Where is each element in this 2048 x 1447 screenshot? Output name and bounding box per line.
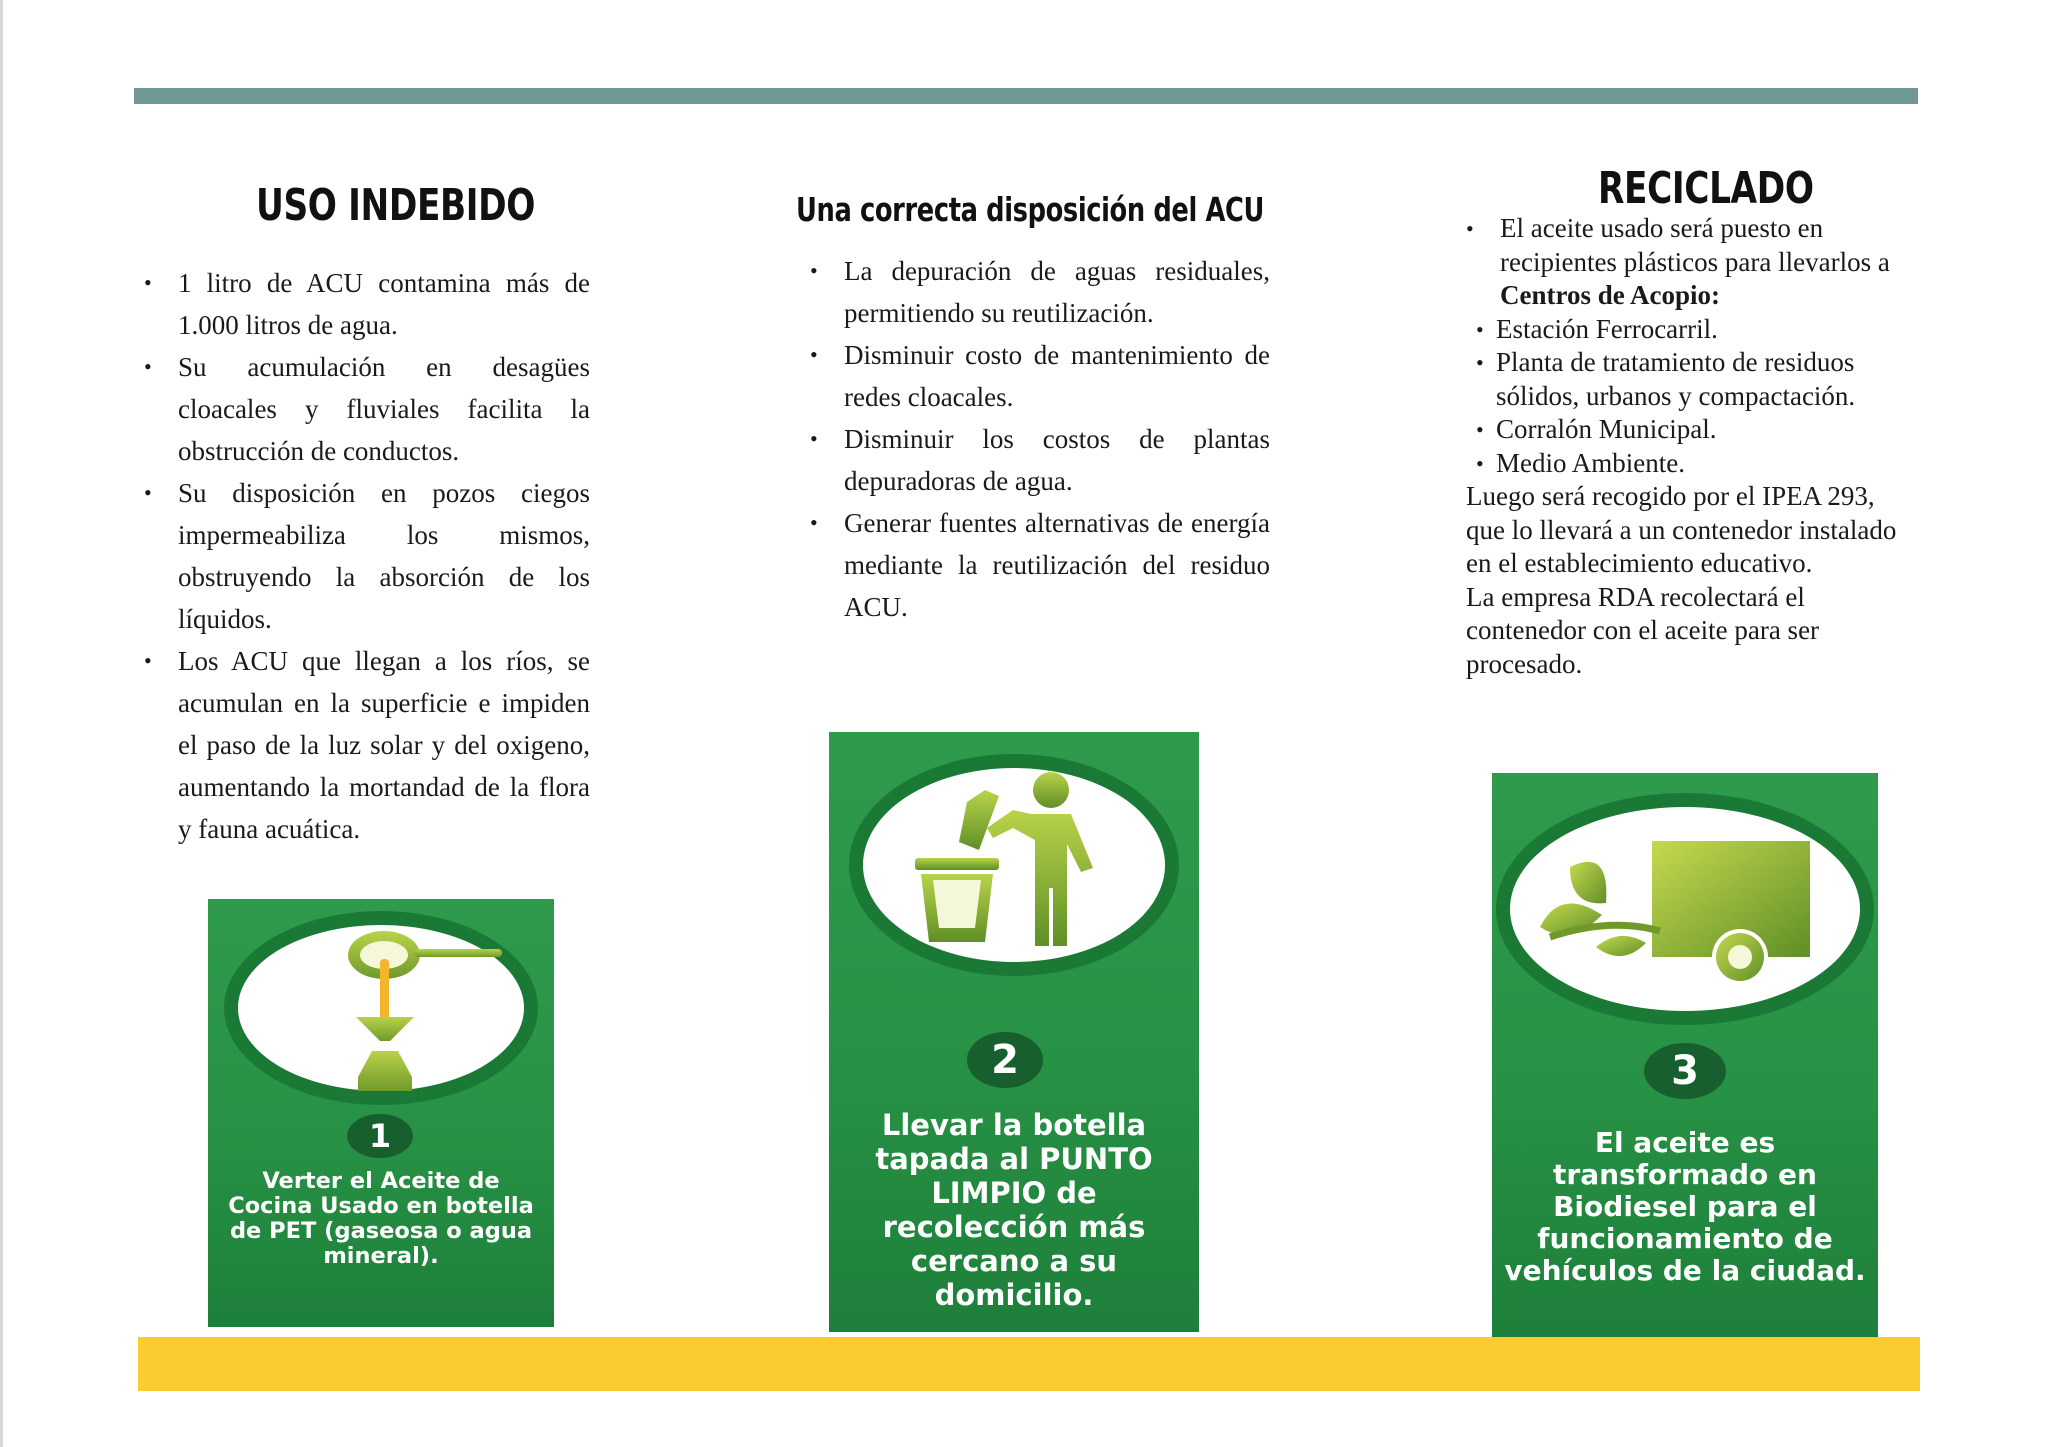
list-item: • Su disposición en pozos ciegos impermeabiliza los mismos, obstruyendo la absorción de los líquidos. [140,472,590,640]
step-description-3: El aceite es transformado en Biodiesel para el funcionamiento de vehículos de la ciudad. [1504,1126,1866,1287]
reciclado-paragraph-rda: La empresa RDA recolectará el contenedor con el aceite para ser procesado. [1466,581,1820,679]
leaf-truck-icon [1510,807,1860,1011]
list-item: • La depuración de aguas residuales, permitiendo su reutilización. [806,250,1270,334]
heading-uso-indebido: USO INDEBIDO [256,180,536,231]
step-number-badge-1: 1 [347,1114,413,1158]
list-item: • Corralón Municipal. [1462,413,1907,447]
list-item: • Disminuir los costos de plantas depuradoras de agua. [806,418,1270,502]
page-edge [0,0,3,1447]
step-1-icon-circle [224,911,538,1105]
list-item [1462,212,1907,313]
person-recycling-bottle-bin-icon [863,768,1165,962]
list-item: • Su acumulación en desagües cloacales y fluviales facilita la obstrucción de conductos. [140,346,590,472]
step-description-2: Llevar la botella tapada al PUNTO LIMPIO de recolección más cercano a su domicilio. [875,1108,1153,1312]
heading-reciclado: RECICLADO [1598,163,1814,214]
top-accent-bar [134,88,1918,104]
heading-correcta-disposicion: Una correcta disposición del ACU [796,190,1265,229]
step-card-1 [208,899,554,1327]
list-item: • Planta de tratamiento de residuos sólidos, urbanos y compactación. [1462,346,1907,413]
step-number-badge-3: 3 [1644,1043,1726,1099]
column-reciclado [1462,212,1907,681]
list-item: • Los ACU que llegan a los ríos, se acumulan en la superficie e impiden el paso de la luz solar y del oxigeno, aumentando la mortandad de la flora y fauna acuática. [140,640,590,850]
step-3-icon-circle [1496,793,1874,1025]
list-item: • Medio Ambiente. [1462,447,1907,481]
column-correcta-disposicion [806,250,1270,628]
step-card-2 [829,732,1199,1332]
list-item: • Generar fuentes alternativas de energía mediante la reutilización del residuo ACU. [806,502,1270,628]
bottom-accent-bar [138,1337,1920,1391]
column-uso-indebido [140,262,590,850]
reciclado-paragraph-ipea: Luego será recogido por el IPEA 293, que lo llevará a un contenedor instalado en el establecimiento educativo. [1466,481,1897,578]
reciclado-intro: El aceite usado será puesto en recipientes plásticos para llevarlos a [1500,213,1890,277]
centros-acopio-label: Centros de Acopio: [1500,280,1720,310]
list-item: • Disminuir costo de mantenimiento de redes cloacales. [806,334,1270,418]
list-item: • 1 litro de ACU contamina más de 1.000 litros de agua. [140,262,590,346]
step-2-icon-circle [849,754,1179,976]
list-item: • Estación Ferrocarril. [1462,313,1907,347]
step-card-3 [1492,773,1878,1339]
step-description-1: Verter el Aceite de Cocina Usado en botella de PET (gaseosa o agua mineral). [228,1168,534,1269]
pouring-oil-funnel-bottle-icon [238,925,524,1091]
step-number-badge-2: 2 [967,1032,1043,1088]
